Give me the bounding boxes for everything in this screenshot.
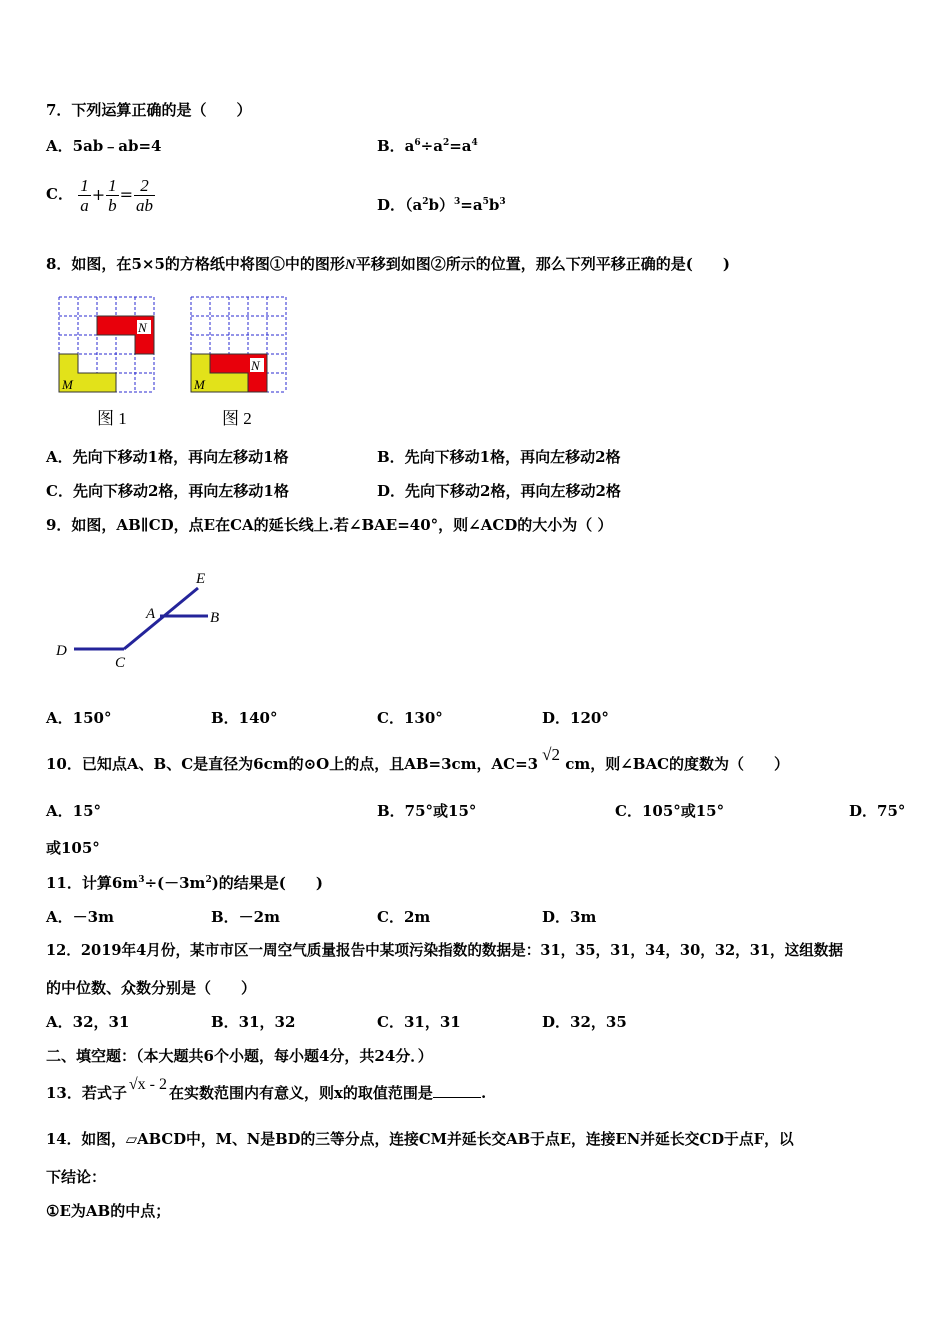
q12-option-c: C．31，31 [377, 1013, 461, 1031]
q10-option-a: A．15° [46, 802, 102, 820]
q13-sqrt: √x - 2 [128, 1076, 167, 1093]
q9-label-d: D [56, 643, 67, 659]
q9-option-b: B．140° [211, 709, 278, 727]
q11-stem: 11．计算$6m^3\div(-3m^2)$的结果是( ) [46, 874, 323, 892]
q12-stem-line2: 的中位数、众数分别是（ ） [46, 979, 257, 997]
q12-stem-line1: 12．2019年4月份，某市市区一周空气质量报告中某项污染指数的数据是：31，35，31，34，30，32，31，这组数据 [46, 942, 843, 959]
q8-option-d: D．先向下移动2格，再向左移动2格 [377, 482, 621, 500]
q11-option-c: C．2m [377, 908, 431, 926]
section-2-heading: 二、填空题：（本大题共6个小题，每小题4分，共24分．） [46, 1047, 433, 1065]
q14-stem-line2: 下结论： [46, 1168, 107, 1186]
q14-stem-line1: 14．如图，▱ABCD中，M、N是BD的三等分点，连接CM并延长交AB于点E，连接EN并延长交CD于点F，以 [46, 1131, 794, 1148]
q9-label-b: B [210, 610, 220, 626]
q9-option-a: A．150° [46, 709, 112, 727]
q13-stem: 13．若式子 √x - 2 在实数范围内有意义，则x的取值范围是 . [46, 1076, 487, 1102]
q9-stem: 9．如图，AB∥CD，点E在CA的延长线上.若∠BAE=40°，则∠ACD的大小为（ ） [46, 516, 613, 534]
q7-c-frac1: $\frac{1}{a}$ [80, 175, 89, 215]
q7-c-frac3: $\frac{2}{ab}$ [136, 175, 153, 215]
q11-option-b: B．－2m [211, 908, 280, 926]
q7-option-b: B．$a^6\div a^2=a^4$ [377, 137, 478, 155]
q8-fig2-label-m: M [194, 377, 205, 392]
q8-stem: 8．如图，在5×5的方格纸中将图①中的图形N平移到如图②所示的位置，那么下列平移正确的是( ) [46, 255, 730, 273]
q13-answer-blank [433, 1083, 481, 1098]
q10-option-d: D．75° [849, 802, 906, 820]
q10-option-b: B．75°或15° [377, 802, 477, 820]
q9-option-c: C．130° [377, 709, 443, 727]
q8-fig1-label-n: N [138, 320, 147, 335]
q9-line-ce [124, 588, 198, 649]
q7-option-d: D．$(a^2b)^3=a^5b^3$ [377, 196, 506, 214]
q9-figure [50, 565, 235, 675]
q9-option-d: D．120° [542, 709, 609, 727]
q10-sqrt: √2 [542, 745, 560, 764]
q10-option-d-continued: 或105° [46, 839, 100, 857]
q8-fig2-caption: 图 2 [222, 409, 252, 428]
q8-option-c: C．先向下移动2格，再向左移动1格 [46, 482, 289, 500]
q9-label-e: E [196, 571, 206, 587]
q10-stem: 10．已知点A、B、C是直径为6cm的⊙O上的点，且AB=3cm，AC=3 √2 cm，则∠BAC的度数为（ ） [46, 745, 790, 773]
q9-label-c: C [115, 655, 126, 671]
q8-option-a: A．先向下移动1格，再向左移动1格 [46, 448, 289, 466]
q7-stem: 7．下列运算正确的是（ ） [46, 101, 252, 119]
q8-fig1-label-m: M [62, 377, 73, 392]
q8-fig2-label-n: N [251, 358, 260, 373]
q12-option-d: D．32，35 [542, 1013, 627, 1031]
q9-label-a: A [146, 606, 156, 622]
q11-option-d: D．3m [542, 908, 597, 926]
q8-option-b: B．先向下移动1格，再向左移动2格 [377, 448, 621, 466]
q12-option-b: B．31，32 [211, 1013, 296, 1031]
q8-figure-1 [57, 295, 157, 400]
q10-option-c: C．105°或15° [615, 802, 725, 820]
q8-fig1-caption: 图 1 [97, 409, 127, 428]
q7-option-a: A．5ab﹣ab=4 [46, 137, 162, 155]
q8-figure-2 [189, 295, 289, 400]
q7-c-frac2: $\frac{1}{b}$ [108, 175, 117, 215]
q11-option-a: A．－3m [46, 908, 114, 926]
q12-option-a: A．32，31 [46, 1013, 130, 1031]
q14-item-1: ①E为AB的中点； [46, 1202, 171, 1220]
q7-option-c: C． $\frac{1}{a}$ + $\frac{1}{b}$ = $\frac{2}{ab}$ [46, 175, 153, 215]
